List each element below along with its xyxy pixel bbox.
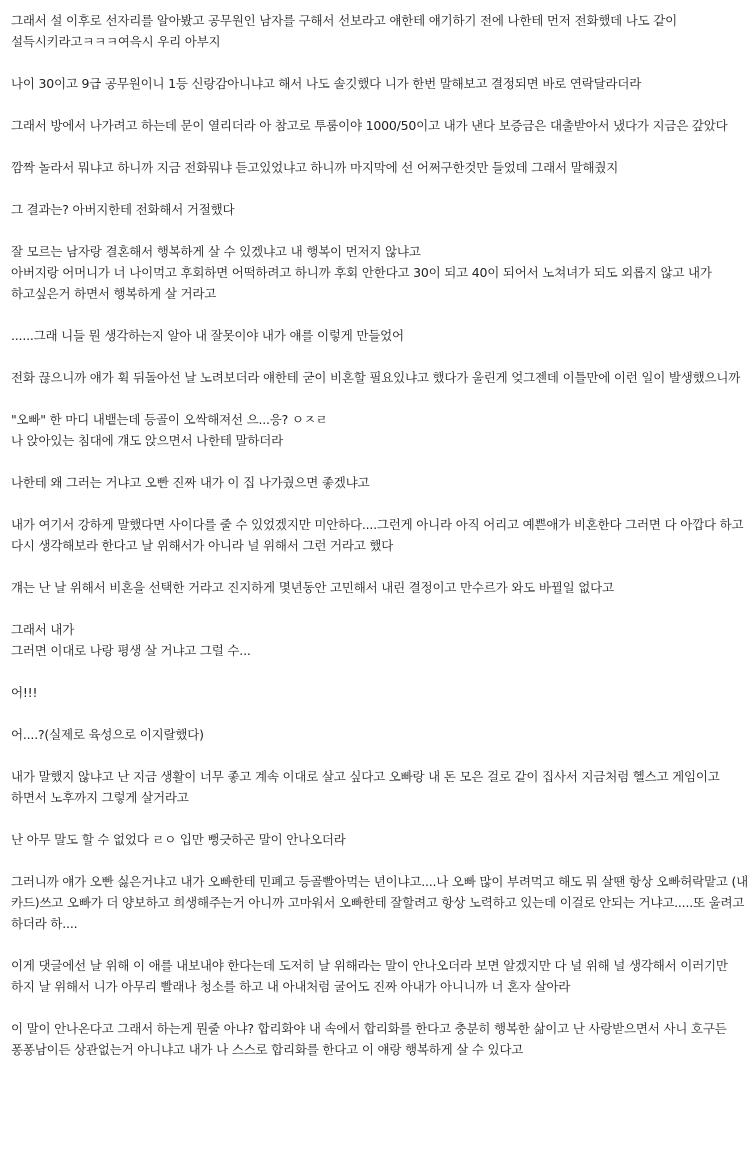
post-paragraph — [11, 199, 749, 220]
paragraph-line: 나한테 왜 그러는 거냐고 오빤 진짜 내가 이 집 나가줬으면 좋겠냐고 — [11, 475, 370, 490]
post-paragraph — [11, 514, 749, 556]
paragraph-line: 아버지랑 어머니가 너 나이먹고 후회하면 어떡하려고 하니까 후회 안한다고 30이 되고 40이 되어서 노쳐녀가 되도 외롭지 않고 내가 하고싶은거 하면서 행복하게 살 거라고 — [11, 265, 712, 301]
paragraph-line: 잘 모르는 남자랑 결혼해서 행복하게 살 수 있겠냐고 내 행복이 먼저지 않냐고 — [11, 244, 421, 259]
post-paragraph — [11, 409, 749, 451]
post-paragraph — [11, 73, 749, 94]
paragraph-line: 내가 말했지 않냐고 난 지금 생활이 너무 좋고 계속 이대로 살고 싶다고 오빠랑 내 돈 모은 걸로 같이 집사서 지금처럼 헬스고 게임이고 하면서 노후까지 그렇게 살거라고 — [11, 769, 720, 805]
post-paragraph — [11, 619, 749, 661]
paragraph-line: 그러면 이대로 나랑 평생 살 거냐고 그럴 수... — [11, 643, 251, 658]
paragraph-line: 나 앉아있는 침대에 걔도 앉으면서 나한테 말하더라 — [11, 433, 284, 448]
post-body — [11, 10, 749, 1081]
post-paragraph — [11, 955, 749, 997]
post-paragraph — [11, 724, 749, 745]
post-paragraph — [11, 766, 749, 808]
paragraph-line: "오빠" 한 마디 내뱉는데 등골이 오싹해져선 으...응? ㅇㅈㄹ — [11, 412, 328, 427]
paragraph-line: 그러니까 얘가 오빤 싫은거냐고 내가 오빠한테 민폐고 등골빨아먹는 년이냐고....나 오빠 많이 부려먹고 해도 뭐 살땐 항상 오빠허락맡고 (내 카드)쓰고 오빠가 더 양보하고 희생해주는거 아니까 고마워서 오빠한테 잘할려고 항상 노력하고 있는데 이걸로 안되는 거냐고.....또 울려고 하더라 하.... — [11, 874, 749, 931]
post-paragraph — [11, 472, 749, 493]
post-paragraph — [11, 241, 749, 304]
paragraph-line: 이게 댓글에선 날 위해 이 애를 내보내야 한다는데 도저히 날 위해라는 말이 안나오더라 보면 알겠지만 다 널 위해 널 생각해서 이러기만 하지 날 위해서 니가 아무리 빨래나 청소를 하고 내 아내처럼 굴어도 진짜 아내가 아니니까 너 혼자 살아라 — [11, 958, 728, 994]
paragraph-line: 그래서 내가 — [11, 622, 75, 637]
paragraph-line: 내가 여기서 강하게 말했다면 사이다를 줄 수 있었겠지만 미안하다....그런게 아니라 아직 어리고 예쁜애가 비혼한다 그러면 다 아깝다 하고 다시 생각해보라 한다고 날 위해서가 아니라 널 위해서 그런 거라고 했다 — [11, 517, 744, 553]
paragraph-line: 나이 30이고 9급 공무원이니 1등 신랑감아니냐고 해서 나도 솔깃했다 니가 한번 말해보고 결정되면 바로 연락달라더라 — [11, 76, 642, 91]
paragraph-line: 걔는 난 날 위해서 비혼을 선택한 거라고 진지하게 몇년동안 고민해서 내린 결정이고 만수르가 와도 바뀔일 없다고 — [11, 580, 614, 595]
paragraph-line: 깜짝 놀라서 뭐냐고 하니까 지금 전화뭐냐 듣고있었냐고 하니까 마지막에 선 어쩌구한것만 들었데 그래서 말해줬지 — [11, 160, 619, 175]
post-paragraph — [11, 10, 749, 52]
post-paragraph — [11, 682, 749, 703]
paragraph-line: 그래서 설 이후로 선자리를 알아봤고 공무원인 남자를 구해서 선보라고 얘한테 얘기하기 전에 나한테 먼저 전화했데 나도 같이 설득시키라고ㅋㅋㅋ여윽시 우리 아부지 — [11, 13, 678, 49]
paragraph-line: 전화 끊으니까 얘가 휙 뒤돌아선 날 노려보더라 얘한테 굳이 비혼할 필요있냐고 했다가 울린게 엊그젠데 이틀만에 이런 일이 발생했으니까 — [11, 370, 741, 385]
paragraph-line: 어....?(실제로 육성으로 이지랄했다) — [11, 727, 204, 742]
paragraph-line: 이 말이 안나온다고 그래서 하는게 뭔줄 아냐? 합리화야 내 속에서 합리화를 한다고 충분히 행복한 삶이고 난 사랑받으면서 사니 호구든 퐁퐁남이든 상관없는거 아니냐고 내가 나 스스로 합리화를 한다고 이 얘랑 행복하게 살 수 있다고 — [11, 1021, 727, 1057]
paragraph-line: 난 아무 말도 할 수 없었다 ㄹㅇ 입만 뻥긋하곤 말이 안나오더라 — [11, 832, 346, 847]
post-paragraph — [11, 325, 749, 346]
paragraph-line: ......그래 니들 뭔 생각하는지 알아 내 잘못이야 내가 얘를 이렇게 만들었어 — [11, 328, 404, 343]
post-paragraph — [11, 829, 749, 850]
post-paragraph — [11, 157, 749, 178]
post-paragraph — [11, 871, 749, 934]
paragraph-line: 그래서 방에서 나가려고 하는데 문이 열리더라 아 참고로 투룸이야 1000/50이고 내가 낸다 보증금은 대출받아서 냈다가 지금은 갚았다 — [11, 118, 728, 133]
post-paragraph — [11, 1018, 749, 1060]
post-paragraph — [11, 577, 749, 598]
paragraph-line: 그 결과는? 아버지한테 전화해서 거절했다 — [11, 202, 235, 217]
post-paragraph — [11, 367, 749, 388]
paragraph-line: 어!!! — [11, 685, 38, 700]
post-paragraph — [11, 115, 749, 136]
